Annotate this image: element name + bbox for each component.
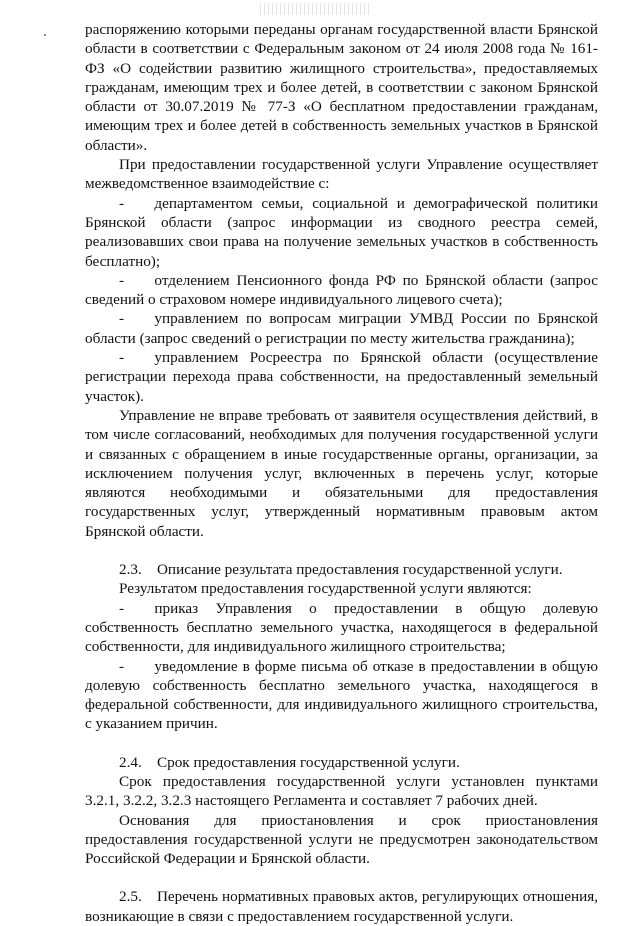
paragraph-term: Срок предоставления государственной услуги установлен пунктами 3.2.1, 3.2.2, 3.2.3 настоящего Регламента и составляет 7 рабочих дней. (85, 772, 598, 810)
document-page (85, 20, 598, 926)
paragraph-intro: распоряжению которыми переданы органам государственной власти Брянской области в соответствии с Федеральным законом от 24 июля 2008 года № 161-ФЗ «О содействии развитию жилищного строительства», предоставляемых гражданам, имеющим трех и более детей, в соответствии с законом Брянской области от 30.07.2019 № 77-З «О бесплатном предоставлении гражданам, имеющим трех и более детей в собственность земельных участков в Брянской области». (85, 21, 598, 154)
paragraph-restriction: Управление не вправе требовать от заявителя осуществления действий, в том числе согласований, необходимых для получения государственной услуги и связанных с обращением в иные государственные органы, организации, за исключением получения услуг, включенных в перечень услуг, которые являются необходимыми и обязательными для предоставления государственных услуг, утвержденный нормативным правовым актом Брянской области. (85, 406, 598, 540)
list-item: - уведомление в форме письма об отказе в предоставлении в общую долевую собственность бесплатно земельного участка, находящегося в федеральной собственности, для индивидуального жилищного строительства, с указанием причин. (85, 657, 598, 733)
list-item: - департаментом семьи, социальной и демографической политики Брянской области (запрос информации из сводного реестра семей, реализовавших свои права на получение земельных участков в собственность бесплатно); (85, 194, 598, 270)
paragraph-interaction-intro: При предоставлении государственной услуги Управление осуществляет межведомственное взаимодействие с: (85, 156, 598, 193)
list-item: - управлением Росреестра по Брянской области (осуществление регистрации перехода права собственности, на предоставленный земельный участок). (85, 349, 598, 405)
section-heading-2-3: 2.3. Описание результата предоставления государственной услуги. (119, 561, 563, 579)
section-heading-2-4: 2.4. Срок предоставления государственной услуги. (119, 753, 460, 771)
list-item: - отделением Пенсионного фонда РФ по Брянской области (запрос сведений о страховом номере индивидуального лицевого счета); (85, 271, 598, 309)
list-item: - управлением по вопросам миграции УМВД России по Брянской области (запрос сведений о регистрации по месту жительства гражданина); (85, 310, 598, 347)
paragraph-result-intro: Результатом предоставления государственной услуги являются: (119, 580, 532, 598)
section-heading-2-5: 2.5. Перечень нормативных правовых актов, регулирующих отношения, возникающие в связи с предоставлением государственной услуги. (85, 888, 598, 925)
scan-dot (44, 34, 46, 36)
section-spacer (85, 734, 598, 753)
list-item: - приказ Управления о предоставлении в общую долевую собственность бесплатно земельного участка, находящегося в федеральной собственности, для индивидуального жилищного строительства; (85, 599, 598, 656)
section-spacer (85, 868, 598, 887)
scan-noise (260, 3, 370, 15)
paragraph-suspension: Основания для приостановления и срок приостановления предоставления государственной услуги не предусмотрен законодательством Российской Федерации и Брянской области. (85, 811, 598, 868)
section-spacer (85, 541, 598, 560)
